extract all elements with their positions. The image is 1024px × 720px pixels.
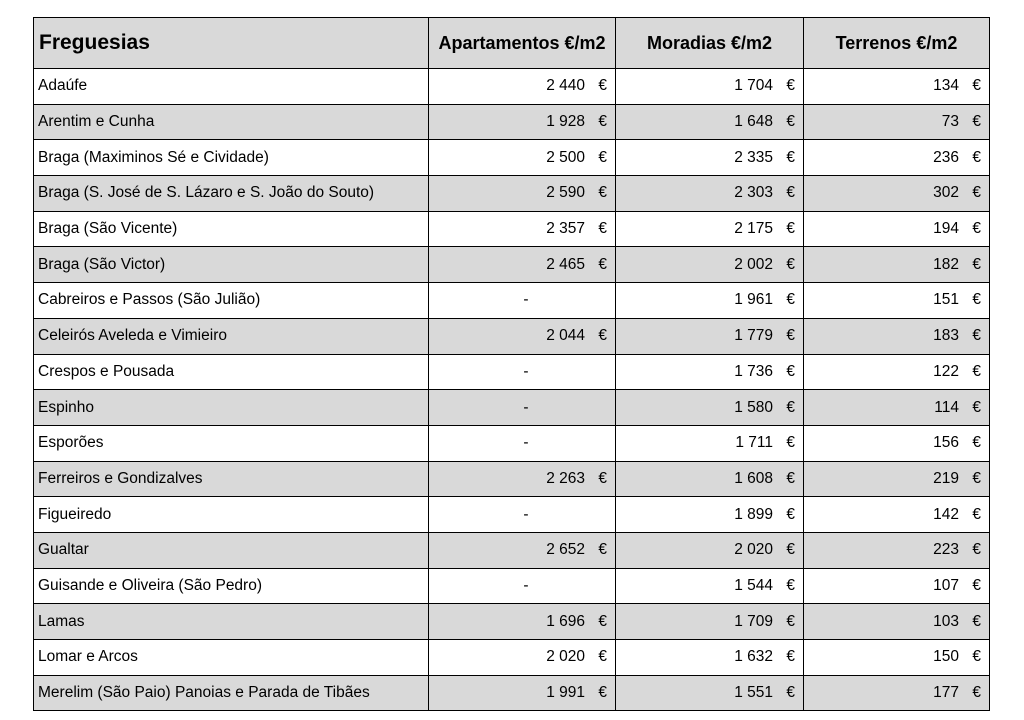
price-value: 142: [933, 505, 959, 523]
cell-freguesia: Lomar e Arcos: [34, 640, 429, 676]
header-freguesias: Freguesias: [34, 18, 429, 69]
table-row: [34, 247, 990, 283]
table-row: [34, 461, 990, 497]
table-row: [34, 425, 990, 461]
currency-symbol: €: [786, 255, 795, 273]
cell-moradias: [616, 140, 804, 176]
price-value: 1 991: [546, 684, 585, 702]
currency-symbol: €: [786, 541, 795, 559]
table-row: [34, 568, 990, 604]
price-value: 122: [933, 362, 959, 380]
cell-moradias: [616, 675, 804, 711]
price-value: 1 544: [734, 576, 773, 594]
currency-symbol: €: [786, 77, 795, 95]
cell-freguesia: Adaúfe: [34, 69, 429, 105]
price-value: 1 632: [734, 648, 773, 666]
currency-symbol: €: [972, 469, 981, 487]
price-value: -: [523, 434, 529, 452]
cell-apartamentos: [429, 318, 616, 354]
cell-freguesia: Crespos e Pousada: [34, 354, 429, 390]
price-value: 236: [933, 148, 959, 166]
currency-symbol: €: [972, 148, 981, 166]
currency-symbol: €: [598, 148, 607, 166]
price-value: 156: [933, 434, 959, 452]
table-row: [34, 640, 990, 676]
currency-symbol: €: [786, 684, 795, 702]
price-value: 2 020: [546, 648, 585, 666]
cell-apartamentos: [429, 104, 616, 140]
cell-moradias: [616, 497, 804, 533]
cell-apartamentos: [429, 69, 616, 105]
cell-freguesia: Esporões: [34, 425, 429, 461]
price-value: 1 961: [734, 291, 773, 309]
cell-terrenos: [804, 532, 990, 568]
price-value: 2 335: [734, 148, 773, 166]
currency-symbol: €: [972, 362, 981, 380]
cell-moradias: [616, 640, 804, 676]
cell-freguesia: Guisande e Oliveira (São Pedro): [34, 568, 429, 604]
cell-terrenos: [804, 318, 990, 354]
price-value: -: [523, 576, 529, 594]
cell-terrenos: [804, 568, 990, 604]
currency-symbol: €: [786, 434, 795, 452]
price-value: -: [523, 505, 529, 523]
cell-moradias: [616, 176, 804, 212]
cell-moradias: [616, 425, 804, 461]
price-value: 223: [933, 541, 959, 559]
price-value: 1 648: [734, 113, 773, 131]
price-table: [33, 17, 990, 711]
cell-terrenos: [804, 104, 990, 140]
cell-apartamentos: [429, 640, 616, 676]
price-value: 1 551: [734, 684, 773, 702]
table-row: [34, 318, 990, 354]
currency-symbol: €: [786, 648, 795, 666]
currency-symbol: €: [972, 255, 981, 273]
cell-terrenos: [804, 675, 990, 711]
cell-moradias: [616, 211, 804, 247]
cell-terrenos: [804, 283, 990, 319]
currency-symbol: €: [598, 327, 607, 345]
table-row: [34, 283, 990, 319]
cell-terrenos: [804, 176, 990, 212]
cell-moradias: [616, 354, 804, 390]
price-value: 1 580: [734, 398, 773, 416]
price-value: 1 736: [734, 362, 773, 380]
table-row: [34, 675, 990, 711]
table-body: [34, 69, 990, 711]
price-value: 150: [933, 648, 959, 666]
cell-apartamentos: [429, 247, 616, 283]
currency-symbol: €: [972, 220, 981, 238]
price-value: 2 500: [546, 148, 585, 166]
price-value: 107: [933, 576, 959, 594]
header-row: [34, 18, 990, 69]
price-value: 114: [934, 398, 959, 416]
currency-symbol: €: [598, 255, 607, 273]
cell-freguesia: Lamas: [34, 604, 429, 640]
currency-symbol: €: [786, 612, 795, 630]
currency-symbol: €: [598, 541, 607, 559]
cell-terrenos: [804, 604, 990, 640]
table-row: [34, 104, 990, 140]
price-value: 1 704: [734, 77, 773, 95]
currency-symbol: €: [598, 684, 607, 702]
cell-freguesia: Braga (São Victor): [34, 247, 429, 283]
cell-moradias: [616, 390, 804, 426]
price-value: 73: [941, 113, 959, 131]
header-terrenos: Terrenos €/m2: [804, 18, 990, 69]
price-value: 103: [933, 612, 959, 630]
cell-moradias: [616, 568, 804, 604]
price-value: 2 590: [546, 184, 585, 202]
currency-symbol: €: [786, 362, 795, 380]
table-row: [34, 604, 990, 640]
cell-apartamentos: [429, 497, 616, 533]
price-value: -: [523, 291, 529, 309]
price-value: 1 608: [734, 469, 773, 487]
table-row: [34, 176, 990, 212]
price-value: 219: [933, 469, 959, 487]
cell-moradias: [616, 247, 804, 283]
currency-symbol: €: [972, 612, 981, 630]
cell-moradias: [616, 532, 804, 568]
currency-symbol: €: [598, 469, 607, 487]
currency-symbol: €: [972, 684, 981, 702]
price-value: 2 652: [546, 541, 585, 559]
price-value: 2 440: [546, 77, 585, 95]
price-value: 194: [933, 220, 959, 238]
cell-freguesia: Braga (S. José de S. Lázaro e S. João do Souto): [34, 176, 429, 212]
cell-apartamentos: [429, 390, 616, 426]
cell-terrenos: [804, 354, 990, 390]
currency-symbol: €: [598, 77, 607, 95]
cell-moradias: [616, 318, 804, 354]
table-row: [34, 390, 990, 426]
price-value: 1 779: [734, 327, 773, 345]
currency-symbol: €: [972, 434, 981, 452]
price-value: 2 044: [546, 327, 585, 345]
cell-freguesia: Espinho: [34, 390, 429, 426]
table-row: [34, 211, 990, 247]
header-apartamentos: Apartamentos €/m2: [429, 18, 616, 69]
currency-symbol: €: [972, 648, 981, 666]
currency-symbol: €: [598, 612, 607, 630]
cell-apartamentos: [429, 176, 616, 212]
currency-symbol: €: [972, 113, 981, 131]
currency-symbol: €: [786, 291, 795, 309]
currency-symbol: €: [786, 113, 795, 131]
currency-symbol: €: [786, 327, 795, 345]
cell-freguesia: Ferreiros e Gondizalves: [34, 461, 429, 497]
price-value: 2 002: [734, 255, 773, 273]
cell-terrenos: [804, 461, 990, 497]
cell-apartamentos: [429, 532, 616, 568]
cell-terrenos: [804, 211, 990, 247]
header-moradias: Moradias €/m2: [616, 18, 804, 69]
cell-apartamentos: [429, 461, 616, 497]
currency-symbol: €: [786, 469, 795, 487]
cell-apartamentos: [429, 675, 616, 711]
cell-moradias: [616, 604, 804, 640]
cell-terrenos: [804, 390, 990, 426]
cell-moradias: [616, 69, 804, 105]
price-value: 1 709: [734, 612, 773, 630]
price-value: 2 263: [546, 469, 585, 487]
currency-symbol: €: [598, 113, 607, 131]
cell-apartamentos: [429, 283, 616, 319]
currency-symbol: €: [598, 648, 607, 666]
table-header: [34, 18, 990, 69]
cell-terrenos: [804, 425, 990, 461]
currency-symbol: €: [972, 184, 981, 202]
currency-symbol: €: [786, 184, 795, 202]
cell-freguesia: Braga (Maximinos Sé e Cividade): [34, 140, 429, 176]
table-row: [34, 532, 990, 568]
cell-freguesia: Gualtar: [34, 532, 429, 568]
currency-symbol: €: [972, 398, 981, 416]
cell-apartamentos: [429, 211, 616, 247]
price-value: 1 696: [546, 612, 585, 630]
table-row: [34, 69, 990, 105]
cell-moradias: [616, 104, 804, 140]
price-value: -: [523, 362, 529, 380]
price-value: 2 175: [734, 220, 773, 238]
currency-symbol: €: [598, 220, 607, 238]
currency-symbol: €: [786, 220, 795, 238]
price-value: 1 928: [546, 113, 585, 131]
cell-terrenos: [804, 640, 990, 676]
price-value: 302: [933, 184, 959, 202]
cell-freguesia: Braga (São Vicente): [34, 211, 429, 247]
cell-moradias: [616, 283, 804, 319]
cell-apartamentos: [429, 604, 616, 640]
currency-symbol: €: [972, 541, 981, 559]
price-value: 2 303: [734, 184, 773, 202]
cell-apartamentos: [429, 354, 616, 390]
price-value: 182: [933, 255, 959, 273]
price-value: -: [523, 398, 529, 416]
cell-freguesia: Figueiredo: [34, 497, 429, 533]
currency-symbol: €: [972, 327, 981, 345]
price-value: 1 899: [734, 505, 773, 523]
cell-freguesia: Cabreiros e Passos (São Julião): [34, 283, 429, 319]
currency-symbol: €: [972, 77, 981, 95]
cell-terrenos: [804, 140, 990, 176]
currency-symbol: €: [786, 576, 795, 594]
price-value: 134: [933, 77, 959, 95]
cell-terrenos: [804, 497, 990, 533]
price-value: 2 465: [546, 255, 585, 273]
cell-freguesia: Merelim (São Paio) Panoias e Parada de Tibães: [34, 675, 429, 711]
table-row: [34, 140, 990, 176]
price-value: 1 711: [735, 434, 773, 452]
price-value: 177: [933, 684, 959, 702]
cell-moradias: [616, 461, 804, 497]
price-value: 2 020: [734, 541, 773, 559]
cell-apartamentos: [429, 568, 616, 604]
currency-symbol: €: [786, 505, 795, 523]
currency-symbol: €: [786, 148, 795, 166]
currency-symbol: €: [786, 398, 795, 416]
price-value: 183: [933, 327, 959, 345]
cell-terrenos: [804, 247, 990, 283]
cell-freguesia: Arentim e Cunha: [34, 104, 429, 140]
currency-symbol: €: [972, 291, 981, 309]
currency-symbol: €: [598, 184, 607, 202]
cell-apartamentos: [429, 140, 616, 176]
price-value: 2 357: [546, 220, 585, 238]
currency-symbol: €: [972, 505, 981, 523]
cell-apartamentos: [429, 425, 616, 461]
table-row: [34, 354, 990, 390]
currency-symbol: €: [972, 576, 981, 594]
table-row: [34, 497, 990, 533]
cell-freguesia: Celeirós Aveleda e Vimieiro: [34, 318, 429, 354]
cell-terrenos: [804, 69, 990, 105]
price-value: 151: [933, 291, 959, 309]
